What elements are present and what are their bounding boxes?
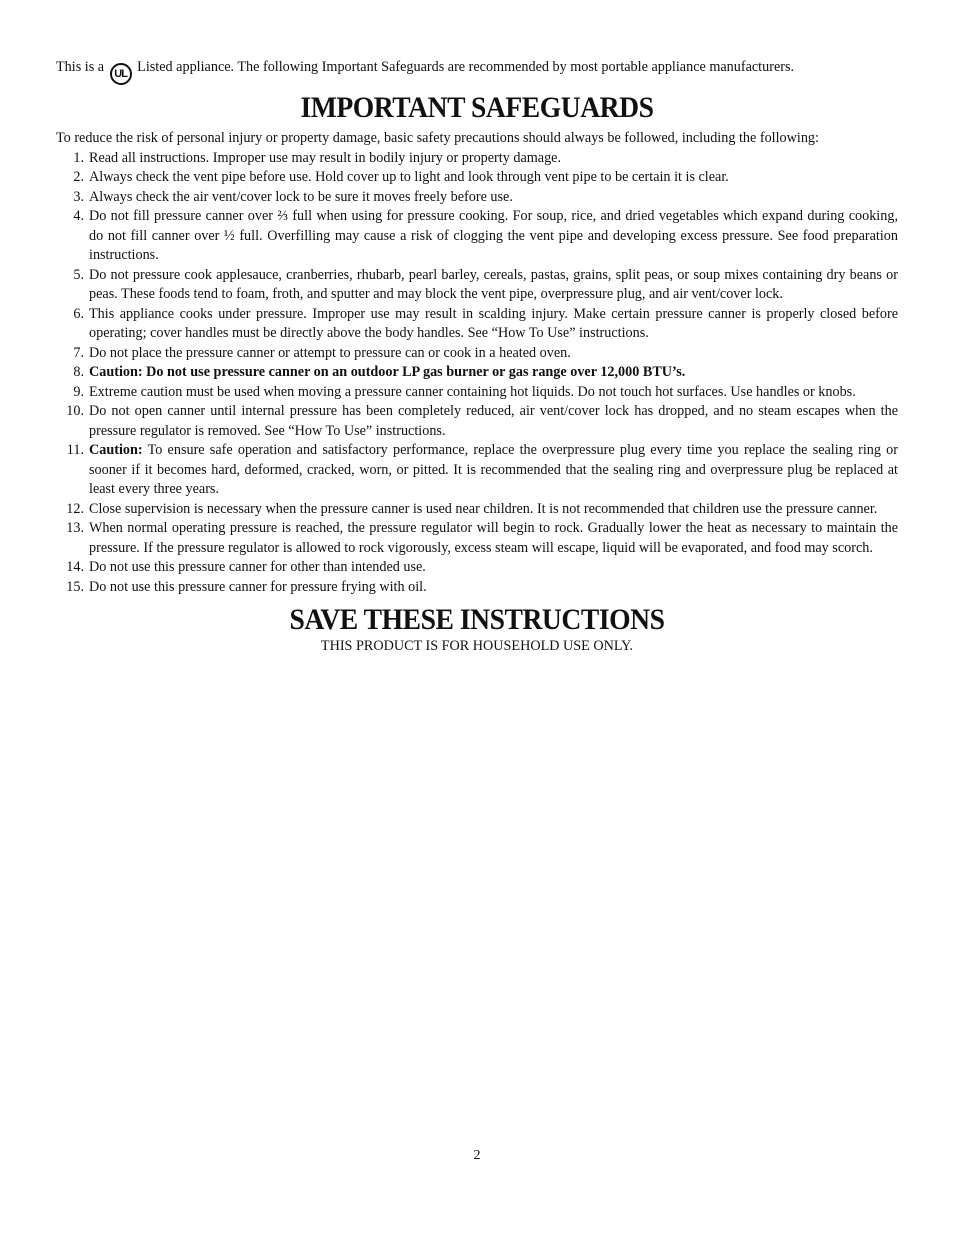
list-item bbox=[56, 500, 898, 520]
list-item-text: Do not use this pressure canner for pressure frying with oil. bbox=[89, 578, 427, 595]
closing-title: SAVE THESE INSTRUCTIONS bbox=[289, 603, 665, 636]
list-item-number: 4. bbox=[73, 208, 84, 224]
intro-line bbox=[56, 58, 898, 85]
list-item-number: 9. bbox=[73, 383, 84, 400]
list-item bbox=[56, 149, 898, 169]
safeguards-list bbox=[56, 149, 898, 598]
list-item-number: 15. bbox=[66, 578, 84, 595]
page-title: IMPORTANT SAFEGUARDS bbox=[300, 91, 654, 124]
list-item-text: Do not open canner until internal pressure has been completely reduced, air vent/cover lock has dropped, and no steam escapes when the pressure regulator is removed. See “How To Use” instructions. bbox=[89, 403, 898, 439]
list-item bbox=[56, 305, 898, 344]
list-item-number: 11. bbox=[66, 442, 84, 458]
list-item bbox=[56, 266, 898, 305]
list-item-number: 3. bbox=[73, 188, 84, 205]
ul-listed-logo-icon: UL bbox=[110, 63, 132, 85]
list-item-text: This appliance cooks under pressure. Improper use may result in scalding injury. Make certain pressure canner is properly closed before operating; cover handles must be directly above the body handles. See “How To Use” instructions. bbox=[89, 305, 898, 341]
lead-paragraph: To reduce the risk of personal injury or property damage, basic safety precautions should always be followed, including the following: bbox=[56, 130, 819, 146]
list-item bbox=[56, 363, 898, 383]
list-item-text: Do not pressure cook applesauce, cranberries, rhubarb, pearl barley, cereals, pastas, grains, split peas, or soup mixes containing dry beans or peas. These foods tend to foam, froth, and sputter and may block the vent pipe, overpressure plug, and air vent/cover lock. bbox=[89, 266, 898, 302]
list-item-number: 7. bbox=[73, 344, 84, 361]
list-item-text: Extreme caution must be used when moving a pressure canner containing hot liquids. Do not touch hot surfaces. Use handles or knobs. bbox=[89, 383, 856, 400]
list-item-number: 10. bbox=[66, 403, 84, 419]
list-item-bold-text: Caution: bbox=[89, 442, 143, 458]
page-number: 2 bbox=[473, 1148, 481, 1163]
list-item-number: 2. bbox=[73, 169, 84, 185]
list-item-bold-text: Caution: Do not use pressure canner on an outdoor LP gas burner or gas range over 12,000 BTU’s. bbox=[89, 364, 686, 380]
list-item-text: Read all instructions. Improper use may result in bodily injury or property damage. bbox=[89, 149, 562, 166]
list-item-number: 13. bbox=[66, 520, 84, 536]
list-item bbox=[56, 344, 898, 364]
list-item-text: Close supervision is necessary when the pressure canner is used near children. It is not recommended that children use the pressure canner. bbox=[89, 500, 878, 517]
list-item-text: Always check the vent pipe before use. Hold cover up to light and look through vent pipe to be certain it is clear. bbox=[89, 169, 729, 185]
list-item-number: 12. bbox=[66, 500, 84, 517]
list-item-text: When normal operating pressure is reached, the pressure regulator will begin to rock. Gradually lower the heat as necessary to maintain the pressure. If the pressure regulator is allowed to rock vigorously, excess steam will escape, liquid will be evaporated, and food may scorch. bbox=[89, 520, 898, 556]
intro-text-before: This is a bbox=[56, 59, 105, 75]
list-item bbox=[56, 383, 898, 403]
list-item bbox=[56, 168, 898, 188]
list-item bbox=[56, 207, 898, 266]
list-item bbox=[56, 578, 898, 598]
intro-text-after: Listed appliance. The following Important Safeguards are recommended by most portable appliance manufacturers. bbox=[137, 59, 795, 75]
list-item bbox=[56, 188, 898, 208]
list-item bbox=[56, 402, 898, 441]
list-item bbox=[56, 558, 898, 578]
list-item bbox=[56, 441, 898, 500]
list-item-number: 6. bbox=[73, 305, 84, 322]
list-item-text: Do not fill pressure canner over ⅔ full when using for pressure cooking. For soup, rice, and dried vegetables which expand during cooking, do not fill canner over ½ full. Overfilling may cause a risk of clogging the vent pipe and developing excess pressure. See food preparation instructions. bbox=[89, 208, 898, 263]
list-item-text: Always check the air vent/cover lock to be sure it moves freely before use. bbox=[89, 188, 513, 205]
list-item-text: Do not use this pressure canner for other than intended use. bbox=[89, 559, 426, 575]
list-item bbox=[56, 519, 898, 558]
usage-note: THIS PRODUCT IS FOR HOUSEHOLD USE ONLY. bbox=[320, 638, 634, 654]
list-item-text: To ensure safe operation and satisfactory performance, replace the overpressure plug every time you replace the sealing ring or sooner if it becomes hard, deformed, cracked, worn, or pitted. It is recommended that the sealing ring and overpressure plug be replaced at least every three years. bbox=[89, 442, 898, 497]
list-item-number: 8. bbox=[73, 364, 84, 380]
list-item-text: Do not place the pressure canner or attempt to pressure can or cook in a heated oven. bbox=[89, 344, 571, 361]
document-page bbox=[56, 58, 898, 655]
list-item-number: 5. bbox=[73, 266, 84, 283]
list-item-number: 14. bbox=[66, 559, 84, 575]
list-item-number: 1. bbox=[73, 149, 84, 166]
